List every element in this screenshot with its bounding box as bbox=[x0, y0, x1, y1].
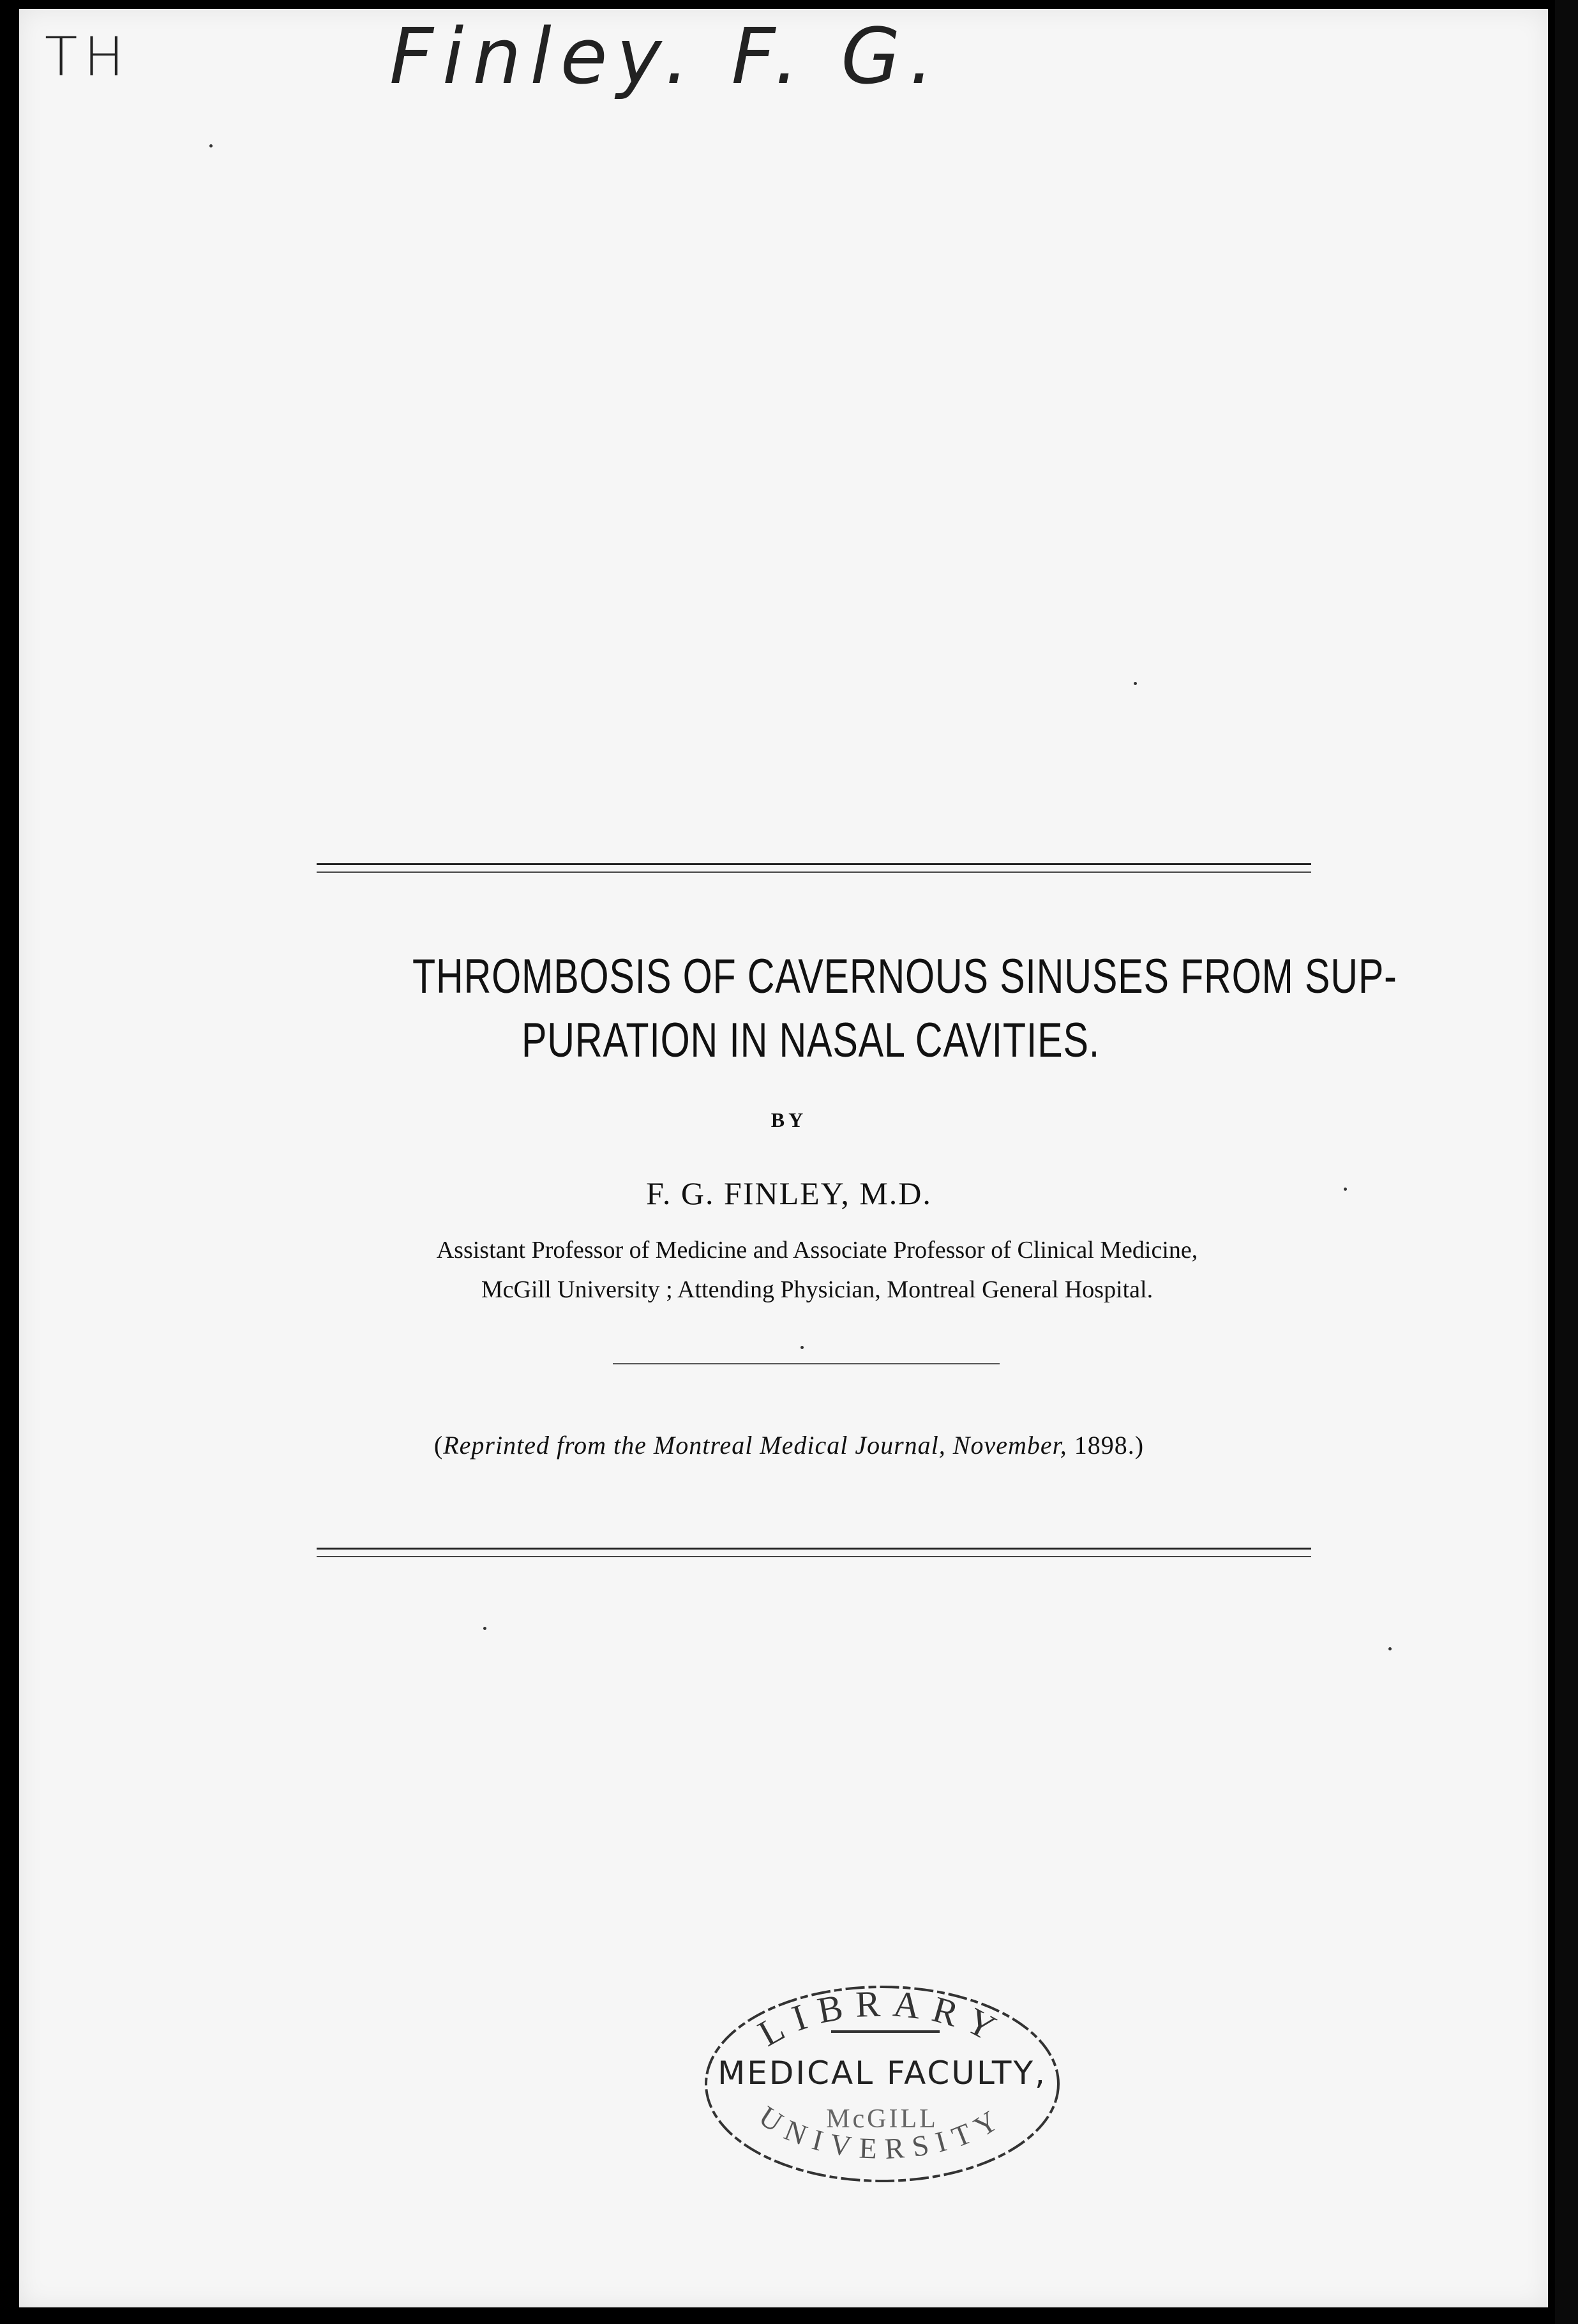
title-line-2: PURATION IN NASAL CAVITIES. bbox=[521, 1013, 1101, 1068]
handwritten-corner-note: TH bbox=[45, 26, 131, 88]
separator-rule bbox=[613, 1363, 1000, 1364]
title-line-1: THROMBOSIS OF CAVERNOUS SINUSES FROM SUP- bbox=[412, 949, 1397, 1004]
svg-text:LIBRARY bbox=[751, 1982, 1012, 2055]
reprint-note bbox=[0, 1430, 1578, 1460]
scan-speck bbox=[483, 1627, 486, 1630]
scan-speck bbox=[1388, 1647, 1392, 1650]
handwritten-author-note: Finley. F. G. bbox=[389, 13, 943, 102]
reprint-source: Reprinted from the Montreal Medical Journal, November, bbox=[443, 1431, 1067, 1460]
affiliation-line-1: Assistant Professor of Medicine and Associate Professor of Clinical Medicine, bbox=[436, 1237, 1198, 1264]
reprint-year: 1898.) bbox=[1067, 1431, 1145, 1460]
library-stamp bbox=[697, 1974, 1067, 2191]
stamp-middle-text: MEDICAL FACULTY, bbox=[718, 2055, 1047, 2092]
author-name: F. G. FINLEY, M.D. bbox=[646, 1175, 932, 1211]
stamp-top-text: LIBRARY bbox=[751, 1982, 1013, 2055]
top-double-rule bbox=[317, 863, 1311, 873]
byline: BY bbox=[770, 1108, 808, 1131]
author-affiliation bbox=[313, 1230, 1321, 1309]
scan-speck bbox=[1344, 1188, 1347, 1191]
affiliation-line-2: McGill University ; Attending Physician, Montreal General Hospital. bbox=[481, 1276, 1153, 1303]
scan-speck bbox=[1134, 682, 1137, 685]
scan-speck bbox=[209, 144, 213, 147]
article-title bbox=[412, 945, 1397, 1073]
stamp-bottom-text: UNIVERSITY bbox=[753, 2099, 1011, 2166]
bottom-double-rule bbox=[317, 1548, 1311, 1557]
document-page bbox=[19, 9, 1548, 2307]
stamp-lower-text: McGILL bbox=[826, 2104, 938, 2134]
scan-edge bbox=[1555, 0, 1578, 2324]
scan-speck bbox=[800, 1346, 804, 1349]
reprint-open-paren: ( bbox=[433, 1431, 444, 1460]
